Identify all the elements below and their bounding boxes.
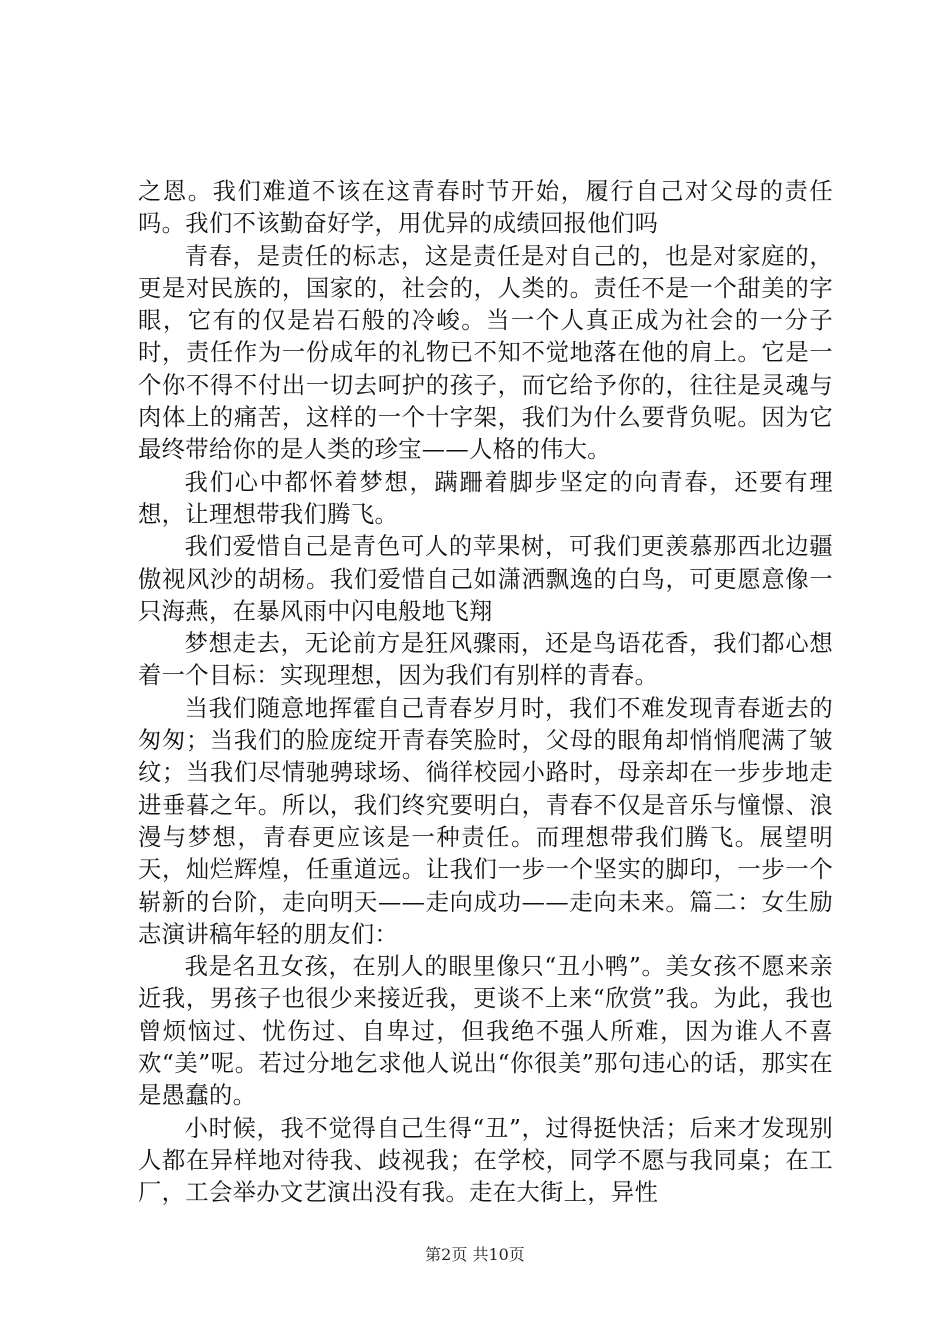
paragraph-goal: 梦想走去，无论前方是狂风骤雨，还是鸟语花香，我们都心想着一个目标：实现理想，因为我们有别样的青春。 xyxy=(138,630,833,690)
paragraph-apple-tree: 我们爱惜自己是青色可人的苹果树，可我们更羡慕那西北边疆傲视风沙的胡杨。我们爱惜自己如潇洒飘逸的白鸟，可更愿意像一只海燕，在暴风雨中闪电般地飞翔 xyxy=(138,533,833,625)
page-footer: 第2页 共10页 xyxy=(425,1245,525,1264)
paragraph-youth-passing: 当我们随意地挥霍自己青春岁月时，我们不难发现青春逝去的匆匆；当我们的脸庞绽开青春笑脸时，父母的眼角却悄悄爬满了皱纹；当我们尽情驰骋球场、徜徉校园小路时，母亲却在一步步地走进垂暮之年。所以，我们终究要明白，青春不仅是音乐与憧憬、浪漫与梦想，青春更应该是一种责任。而理想带我们腾飞。展望明天，灿烂辉煌，任重道远。让我们一步一个坚实的脚印，一步一个崭新的台阶，走向明天——走向成功——走向未来。篇二：女生励志演讲稿年轻的朋友们： xyxy=(138,694,833,948)
paragraph-dreams: 我们心中都怀着梦想，蹒跚着脚步坚定的向青春，还要有理想，让理想带我们腾飞。 xyxy=(138,468,833,528)
paragraph-ugly-girl: 我是名丑女孩，在别人的眼里像只“丑小鸭”。美女孩不愿来亲近我，男孩子也很少来接近我，更谈不上来“欣赏”我。为此，我也曾烦恼过、忧伤过、自卑过，但我绝不强人所难，因为谁人不喜欢“美”呢。若过分地乞求他人说出“你很美”那句违心的话，那实在是愚蠢的。 xyxy=(138,953,833,1110)
paragraph-responsibility: 青春，是责任的标志，这是责任是对自己的，也是对家庭的，更是对民族的，国家的，社会的，人类的。责任不是一个甜美的字眼，它有的仅是岩石般的冷峻。当一个人真正成为社会的一分子时，责任作为一份成年的礼物已不知不觉地落在他的肩上。它是一个你不得不付出一切去呵护的孩子，而它给予你的，往往是灵魂与肉体上的痛苦，这样的一个十字架，我们为什么要背负呢。因为它最终带给你的是人类的珍宝——人格的伟大。 xyxy=(138,242,833,464)
paragraph-continuation: 之恩。我们难道不该在这青春时节开始，履行自己对父母的责任吗。我们不该勤奋好学，用优异的成绩回报他们吗 xyxy=(138,178,833,238)
paragraph-childhood: 小时候，我不觉得自己生得“丑”，过得挺快活；后来才发现别人都在异样地对待我、歧视我；在学校，同学不愿与我同桌；在工厂，工会举办文艺演出没有我。走在大街上，异性 xyxy=(138,1114,833,1207)
document-body xyxy=(138,176,833,1210)
